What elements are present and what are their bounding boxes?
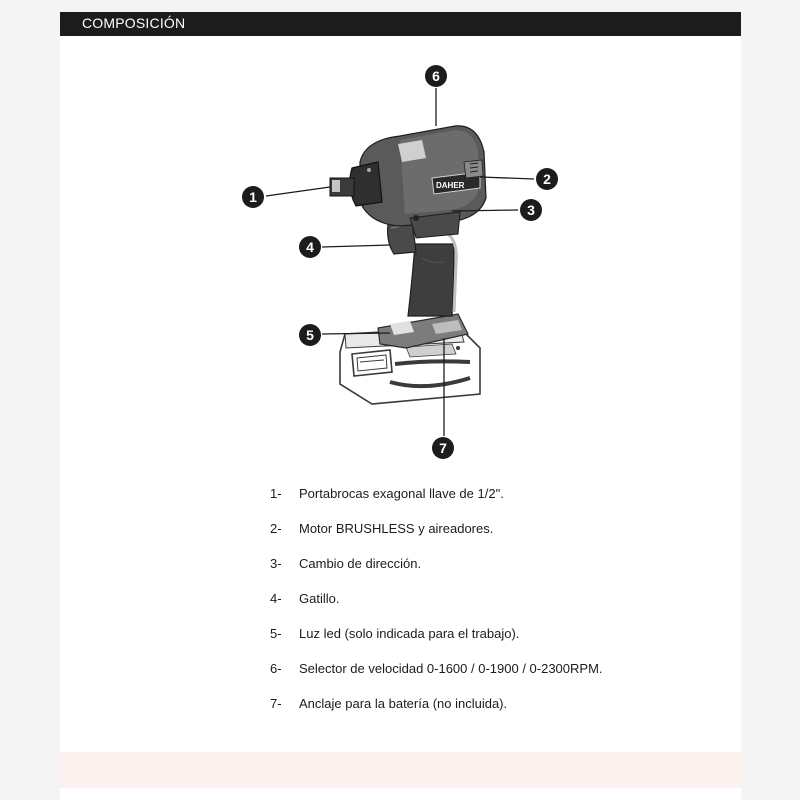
svg-text:6: 6 [432, 68, 440, 84]
impact-wrench-figure [60, 12, 741, 472]
item-number: 5- [270, 626, 282, 641]
brand-logo: DAHER [436, 181, 465, 190]
callout-3 [520, 199, 542, 221]
svg-text:2: 2 [543, 171, 551, 187]
svg-text:7: 7 [439, 440, 447, 456]
item-description: Motor BRUSHLESS y aireadores. [299, 521, 494, 536]
footer-band [60, 752, 741, 788]
callout-6 [425, 65, 447, 87]
callout-2 [536, 168, 558, 190]
callout-7 [432, 437, 454, 459]
item-number: 7- [270, 696, 282, 711]
item-description: Luz led (solo indicada para el trabajo). [299, 626, 520, 641]
item-description: Gatillo. [299, 591, 340, 606]
section-title: COMPOSICIÓN [82, 15, 186, 31]
item-description: Portabrocas exagonal llave de 1/2". [299, 486, 504, 501]
item-description: Cambio de dirección. [299, 556, 422, 571]
callout-1 [242, 186, 264, 208]
item-number: 3- [270, 556, 282, 571]
callout-5 [299, 324, 321, 346]
item-number: 4- [270, 591, 282, 606]
svg-text:4: 4 [306, 239, 314, 255]
callout-4 [299, 236, 321, 258]
anvil-head [330, 162, 382, 206]
item-number: 1- [270, 486, 282, 501]
manual-page [60, 12, 741, 800]
item-description: Selector de velocidad 0-1600 / 0-1900 / 0-2300RPM. [299, 661, 603, 676]
svg-text:5: 5 [306, 327, 314, 343]
item-number: 6- [270, 661, 282, 676]
svg-text:1: 1 [249, 189, 257, 205]
item-description: Anclaje para la batería (no incluida). [299, 696, 508, 711]
svg-text:3: 3 [527, 202, 535, 218]
item-number: 2- [270, 521, 282, 536]
